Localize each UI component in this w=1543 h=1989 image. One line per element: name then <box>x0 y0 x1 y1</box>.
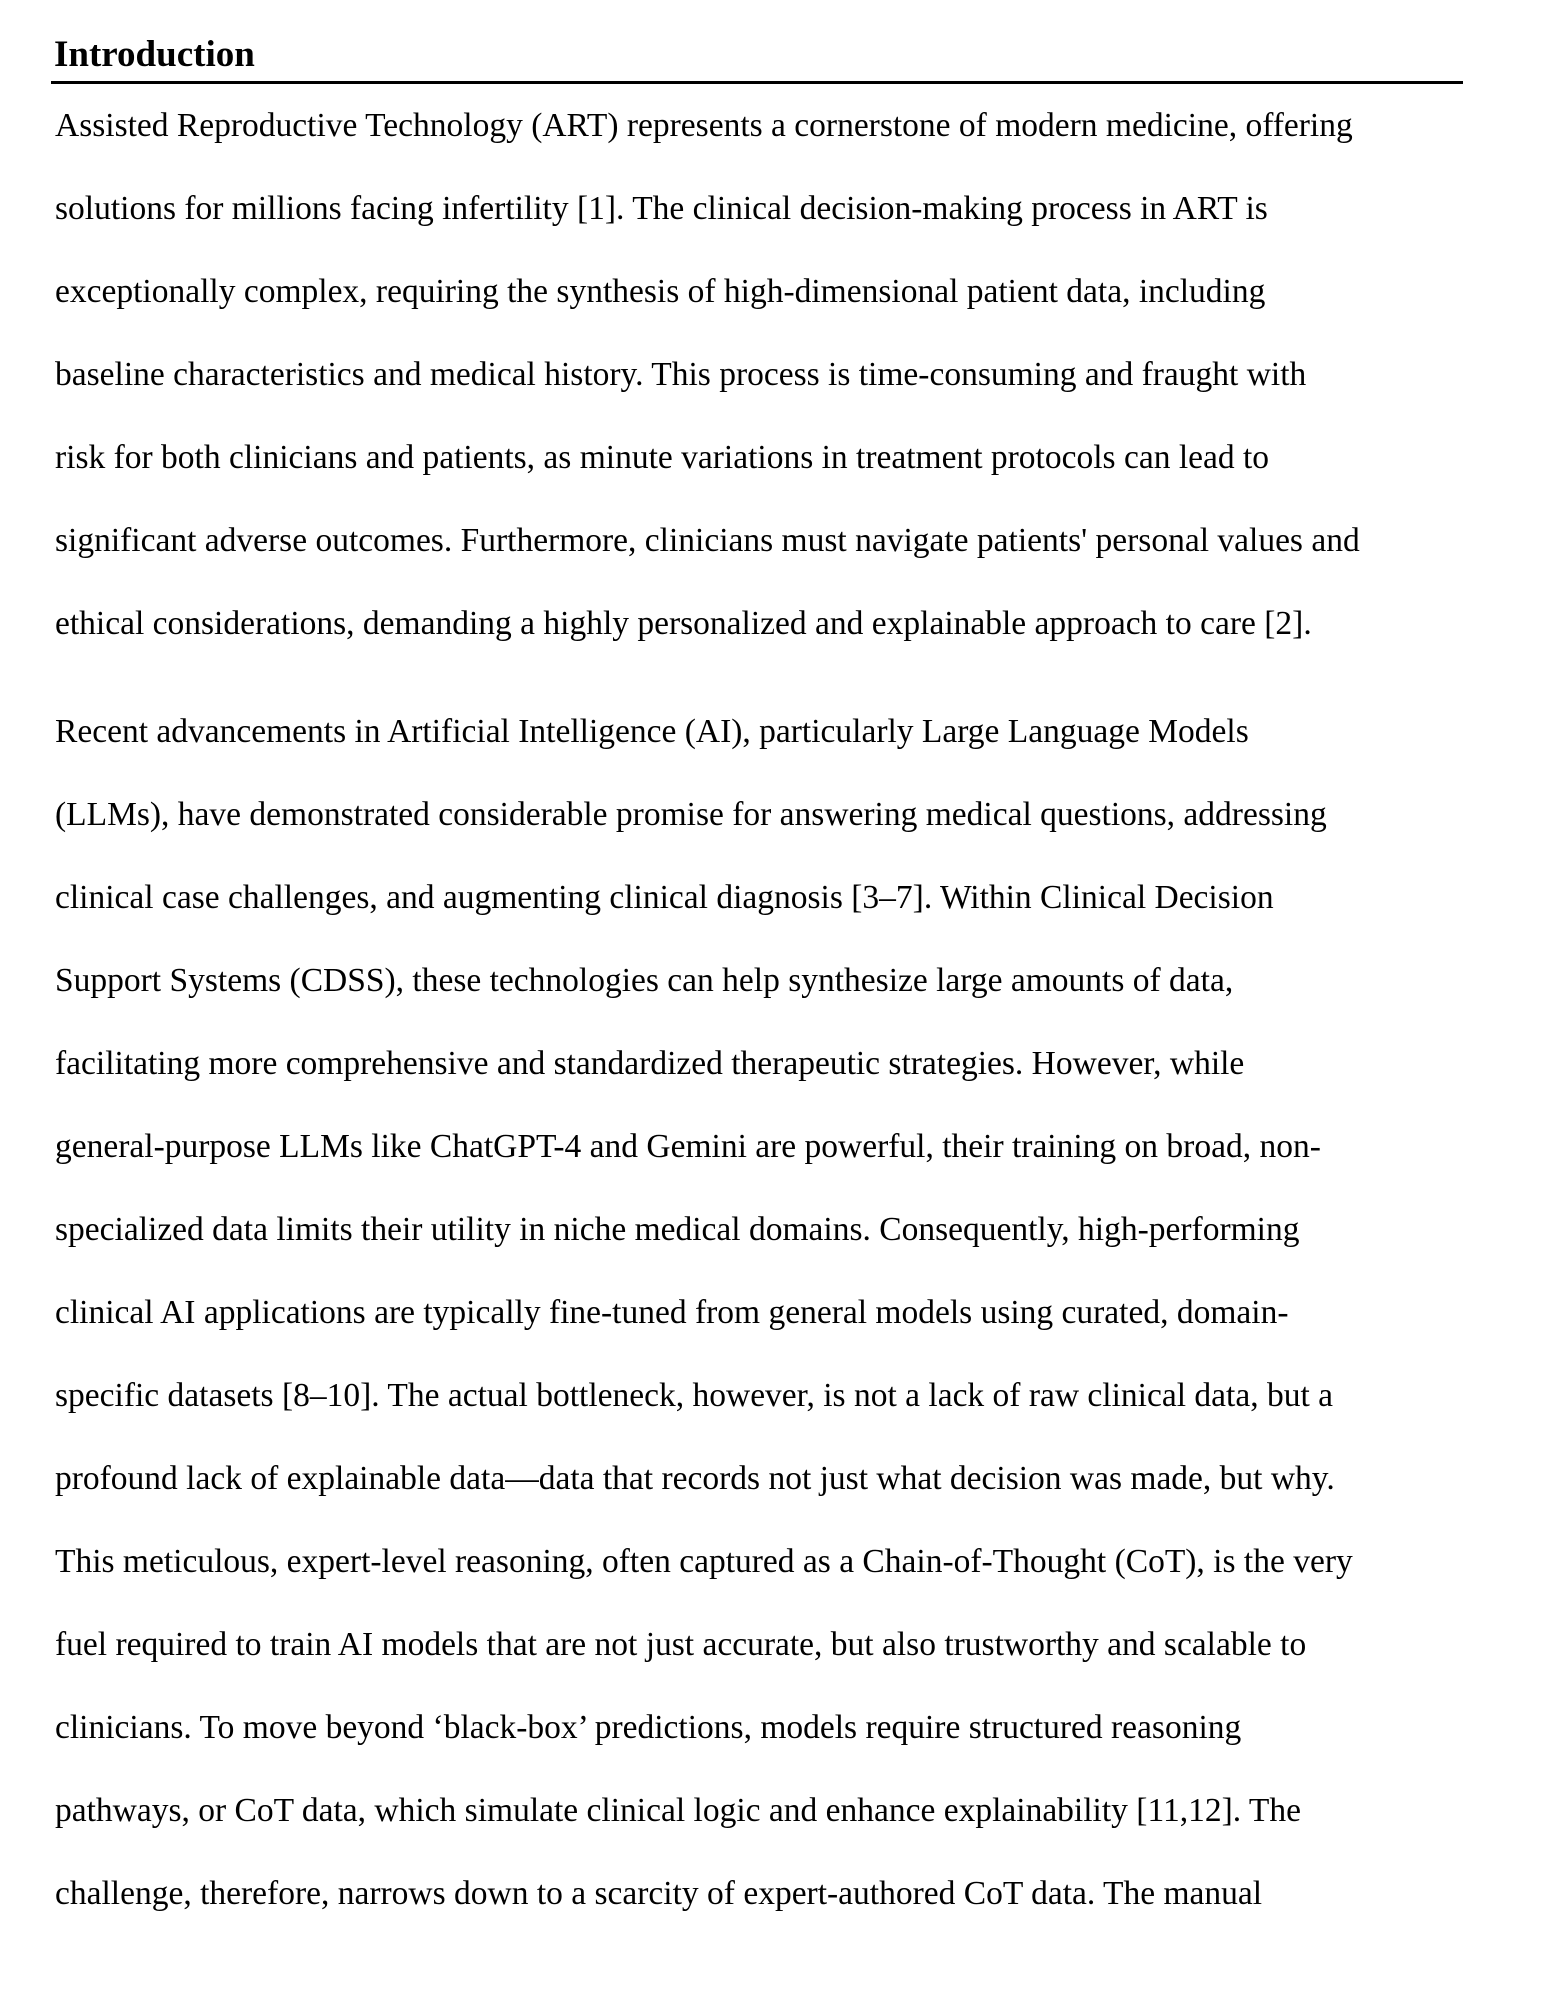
text-line: specific datasets [8–10]. The actual bottleneck, however, is not a lack of raw clinical data, but a <box>55 1377 1333 1414</box>
text-line: profound lack of explainable data—data that records not just what decision was made, but why. <box>55 1460 1335 1497</box>
text-line: specialized data limits their utility in niche medical domains. Consequently, high-performing <box>55 1211 1300 1248</box>
text-line: pathways, or CoT data, which simulate clinical logic and enhance explainability [11,12]. The <box>55 1792 1301 1829</box>
paragraph-1 <box>55 84 1360 665</box>
text-line: This meticulous, expert-level reasoning, often captured as a Chain-of-Thought (CoT), is the very <box>55 1543 1353 1580</box>
text-line: Assisted Reproductive Technology (ART) represents a cornerstone of modern medicine, offering <box>55 107 1353 144</box>
text-line: Recent advancements in Artificial Intelligence (AI), particularly Large Language Models <box>55 713 1249 750</box>
text-line: significant adverse outcomes. Furthermore, clinicians must navigate patients' personal values and <box>55 522 1360 559</box>
text-line: clinical case challenges, and augmenting clinical diagnosis [3–7]. Within Clinical Decision <box>55 879 1274 916</box>
text-line: solutions for millions facing infertility [1]. The clinical decision-making process in ART is <box>55 190 1268 227</box>
paragraph-2 <box>55 690 1353 1935</box>
text-line: (LLMs), have demonstrated considerable promise for answering medical questions, addressing <box>55 796 1327 833</box>
text-line: clinicians. To move beyond ‘black-box’ predictions, models require structured reasoning <box>55 1709 1242 1746</box>
text-line: Support Systems (CDSS), these technologies can help synthesize large amounts of data, <box>55 962 1234 999</box>
text-line: ethical considerations, demanding a highly personalized and explainable approach to care [2]. <box>55 605 1312 642</box>
text-line: risk for both clinicians and patients, as minute variations in treatment protocols can lead to <box>55 439 1270 476</box>
text-line: clinical AI applications are typically fine-tuned from general models using curated, domain- <box>55 1294 1289 1331</box>
text-line: general-purpose LLMs like ChatGPT-4 and Gemini are powerful, their training on broad, non- <box>55 1128 1321 1165</box>
text-line: baseline characteristics and medical history. This process is time-consuming and fraught with <box>55 356 1307 393</box>
text-line: fuel required to train AI models that are not just accurate, but also trustworthy and scalable to <box>55 1626 1307 1663</box>
section-heading: Introduction <box>54 34 255 75</box>
text-line: facilitating more comprehensive and standardized therapeutic strategies. However, while <box>55 1045 1245 1082</box>
text-line: exceptionally complex, requiring the synthesis of high-dimensional patient data, including <box>55 273 1266 310</box>
text-line: challenge, therefore, narrows down to a scarcity of expert-authored CoT data. The manual <box>55 1875 1263 1912</box>
